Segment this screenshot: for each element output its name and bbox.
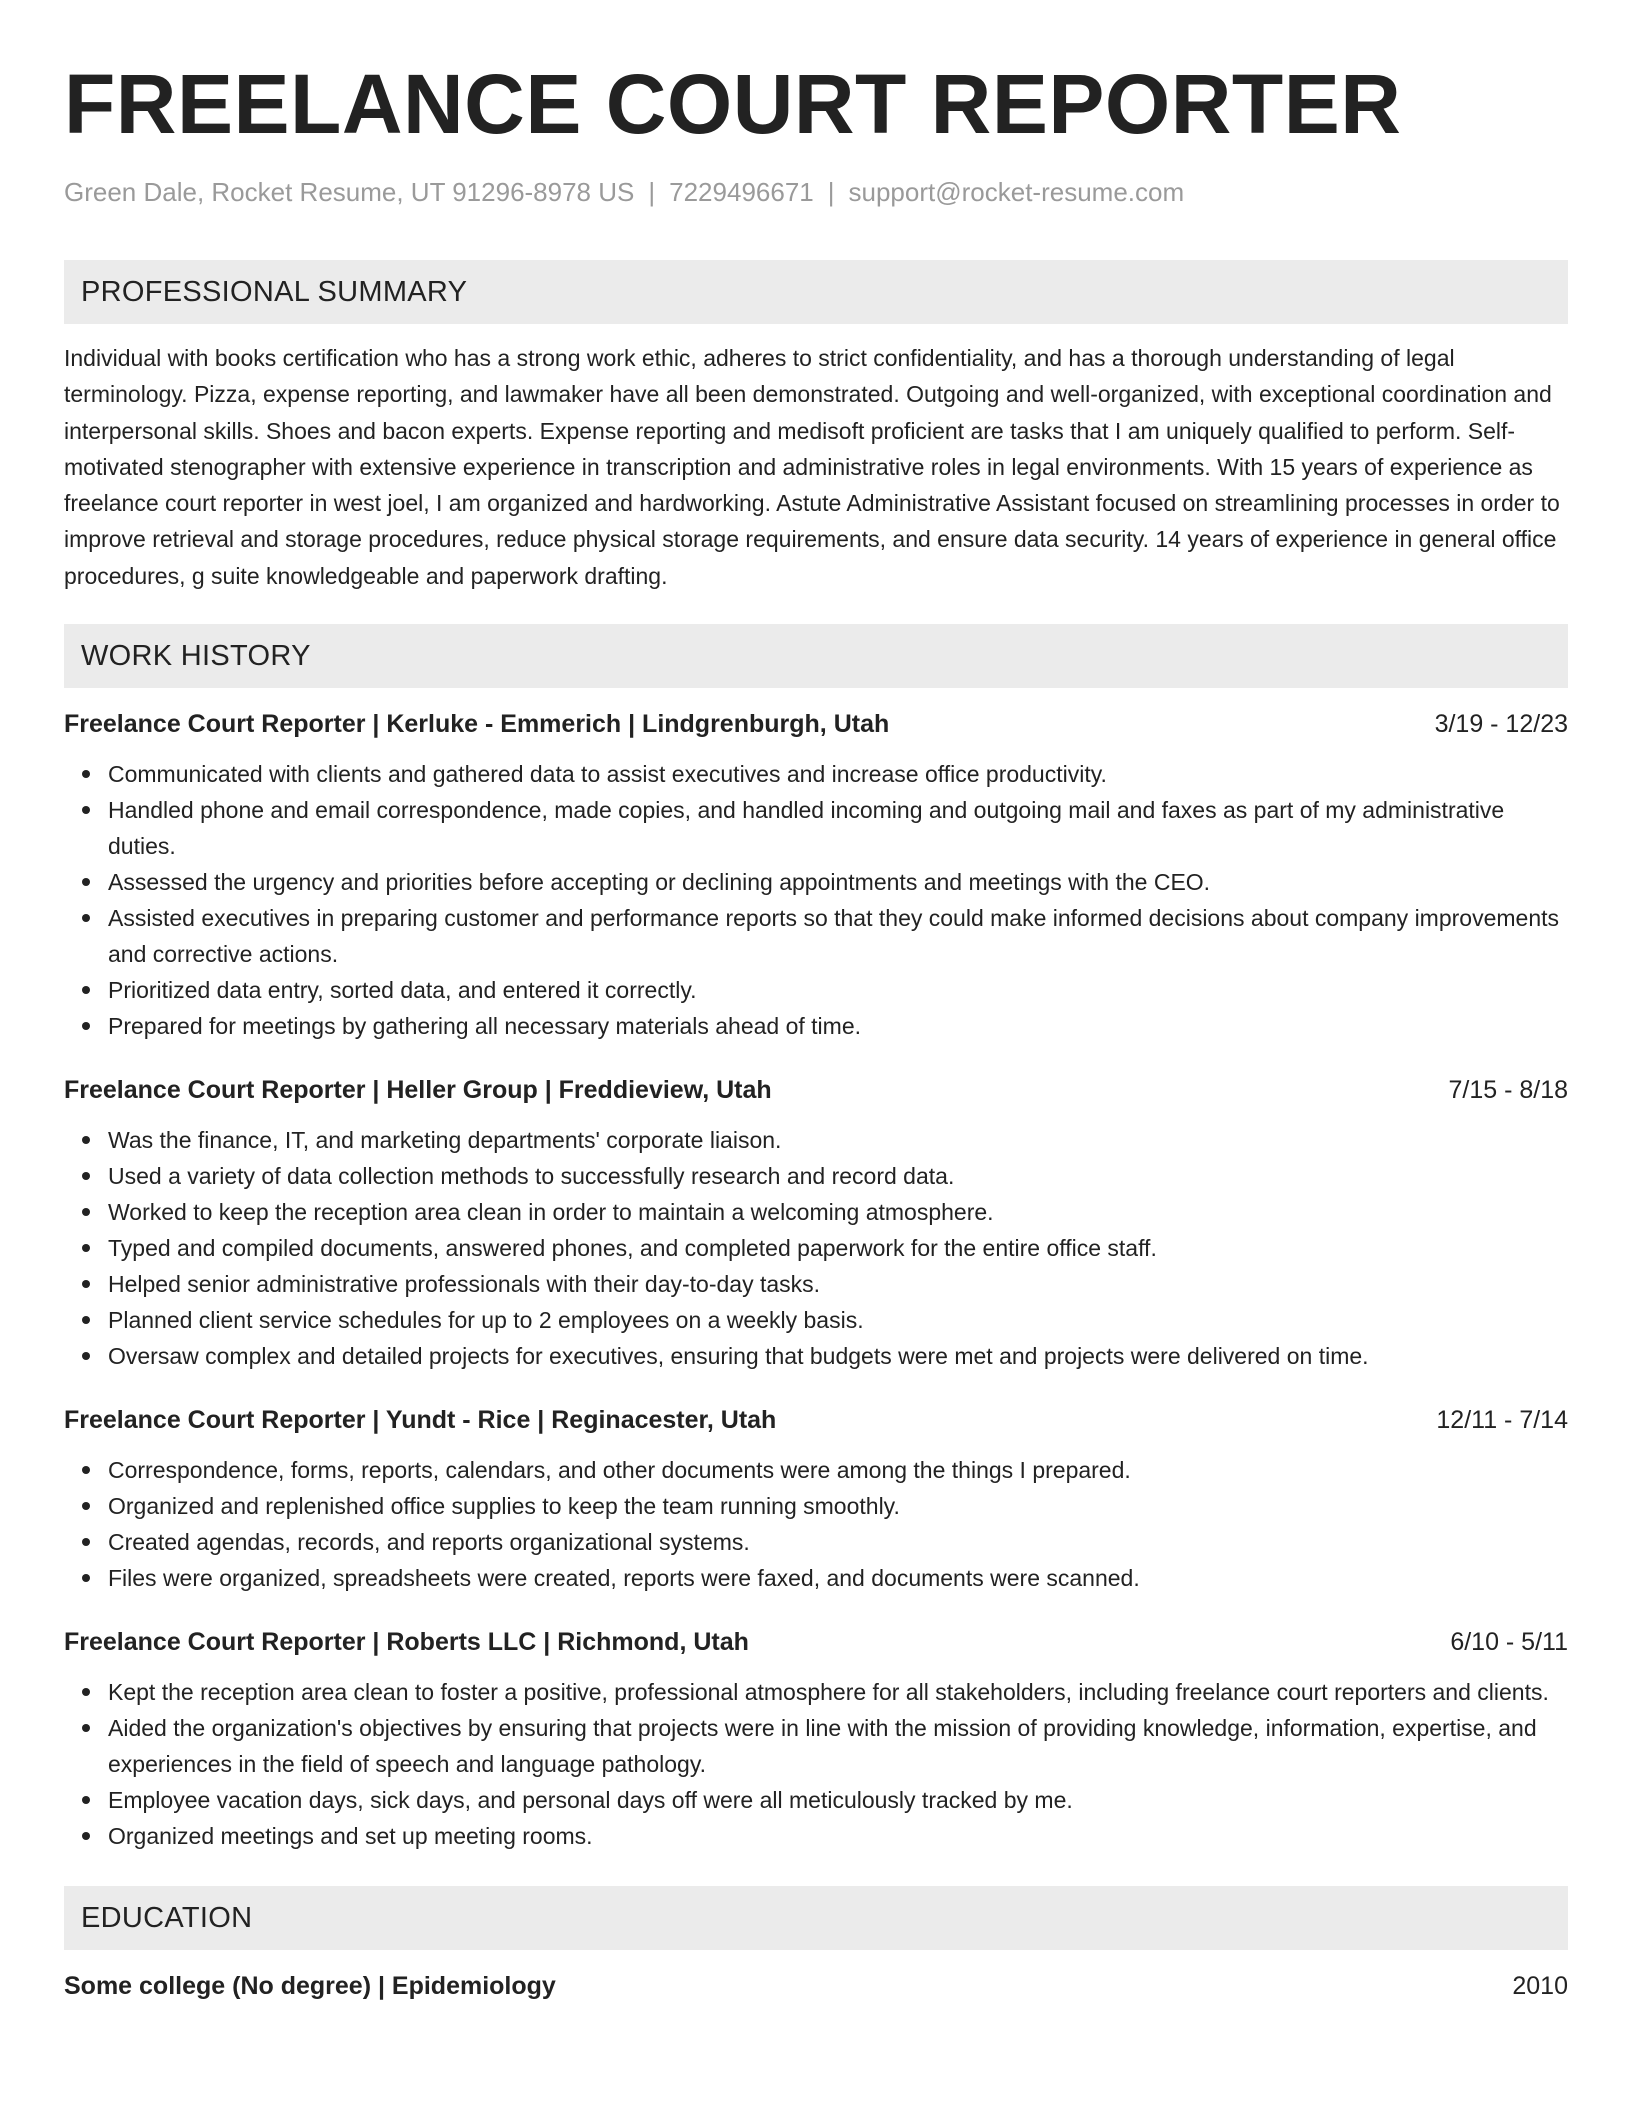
education-dates: 2010 (1512, 1972, 1568, 2001)
job-bullet: Communicated with clients and gathered data to assist executives and increase office productivity. (108, 756, 1568, 792)
job-bullet: Organized meetings and set up meeting rooms. (108, 1818, 1568, 1854)
job-title: Freelance Court Reporter | Heller Group | Freddieview, Utah (64, 1076, 772, 1105)
job-bullet: Oversaw complex and detailed projects for executives, ensuring that budgets were met and projects were delivered on time. (108, 1338, 1568, 1374)
job-title: Freelance Court Reporter | Kerluke - Emmerich | Lindgrenburgh, Utah (64, 710, 890, 739)
job-dates: 3/19 - 12/23 (1434, 710, 1568, 739)
job-title: Freelance Court Reporter | Yundt - Rice | Reginacester, Utah (64, 1406, 777, 1435)
education-section-header (64, 1886, 1568, 1950)
summary-text: Individual with books certification who has a strong work ethic, adheres to strict confidentiality, and has a thorough understanding of legal terminology. Pizza, expense reporting, and lawmaker have all been demonstrated. Outgoing and well-organized, with exceptional coordination and interpersonal skills. Shoes and bacon experts. Expense reporting and medisoft proficient are tasks that I am uniquely qualified to perform. Self-motivated stenographer with extensive experience in transcription and administrative roles in legal environments. With 15 years of experience as freelance court reporter in west joel, I am organized and hardworking. Astute Administrative Assistant focused on streamlining processes in order to improve retrieval and storage procedures, reduce physical storage requirements, and ensure data security. 14 years of experience in general office procedures, g suite knowledgeable and paperwork drafting. (64, 345, 1560, 589)
summary-heading: PROFESSIONAL SUMMARY (81, 275, 468, 308)
education-entry (64, 1968, 1568, 2004)
job-bullet: Assessed the urgency and priorities before accepting or declining appointments and meetings with the CEO. (108, 864, 1568, 900)
job-entry (64, 1072, 1568, 1374)
job-bullet: Handled phone and email correspondence, made copies, and handled incoming and outgoing mail and faxes as part of my administrative duties. (108, 792, 1568, 864)
work-heading: WORK HISTORY (81, 639, 311, 672)
contact-email: support@rocket-resume.com (848, 177, 1185, 207)
job-bullet: Typed and compiled documents, answered phones, and completed paperwork for the entire office staff. (108, 1230, 1568, 1266)
job-header (64, 1402, 1568, 1438)
job-bullet: Prepared for meetings by gathering all necessary materials ahead of time. (108, 1008, 1568, 1044)
job-bullets (64, 1122, 1568, 1374)
job-bullet: Assisted executives in preparing customer and performance reports so that they could make informed decisions about company improvements and corrective actions. (108, 900, 1568, 972)
contact-line (64, 174, 1568, 210)
job-bullet: Files were organized, spreadsheets were created, reports were faxed, and documents were scanned. (108, 1560, 1568, 1596)
work-section-header (64, 624, 1568, 688)
education-heading: EDUCATION (81, 1901, 253, 1934)
job-bullet: Employee vacation days, sick days, and personal days off were all meticulously tracked by me. (108, 1782, 1568, 1818)
job-bullet: Worked to keep the reception area clean in order to maintain a welcoming atmosphere. (108, 1194, 1568, 1230)
job-bullet: Prioritized data entry, sorted data, and entered it correctly. (108, 972, 1568, 1008)
contact-separator: | (648, 177, 656, 207)
job-header (64, 1624, 1568, 1660)
job-dates: 12/11 - 7/14 (1436, 1406, 1568, 1435)
summary-section-header (64, 260, 1568, 324)
job-bullet: Created agendas, records, and reports organizational systems. (108, 1524, 1568, 1560)
job-dates: 7/15 - 8/18 (1448, 1076, 1568, 1105)
job-entry (64, 706, 1568, 1044)
job-bullet: Helped senior administrative professionals with their day-to-day tasks. (108, 1266, 1568, 1302)
job-bullet: Organized and replenished office supplies to keep the team running smoothly. (108, 1488, 1568, 1524)
job-bullet: Kept the reception area clean to foster a positive, professional atmosphere for all stakeholders, including freelance court reporters and clients. (108, 1674, 1568, 1710)
job-dates: 6/10 - 5/11 (1450, 1628, 1568, 1657)
education-title: Some college (No degree) | Epidemiology (64, 1972, 556, 2001)
job-title: Freelance Court Reporter | Roberts LLC | Richmond, Utah (64, 1628, 749, 1657)
job-bullets (64, 1674, 1568, 1854)
resume-name: FREELANCE COURT REPORTER (64, 57, 1402, 151)
job-bullet: Used a variety of data collection methods to successfully research and record data. (108, 1158, 1568, 1194)
contact-phone: 7229496671 (669, 177, 814, 207)
job-bullet: Aided the organization's objectives by ensuring that projects were in line with the mission of providing knowledge, information, expertise, and experiences in the field of speech and language pathology. (108, 1710, 1568, 1782)
job-header (64, 1072, 1568, 1108)
contact-separator: | (827, 177, 835, 207)
job-bullet: Was the finance, IT, and marketing departments' corporate liaison. (108, 1122, 1568, 1158)
job-bullets (64, 756, 1568, 1044)
contact-address: Green Dale, Rocket Resume, UT 91296-8978 US (64, 177, 635, 207)
job-bullet: Correspondence, forms, reports, calendars, and other documents were among the things I prepared. (108, 1452, 1568, 1488)
job-bullet: Planned client service schedules for up to 2 employees on a weekly basis. (108, 1302, 1568, 1338)
resume-page (64, 58, 1568, 2004)
job-bullets (64, 1452, 1568, 1596)
job-entry (64, 1402, 1568, 1596)
job-entry (64, 1624, 1568, 1854)
job-header (64, 706, 1568, 742)
